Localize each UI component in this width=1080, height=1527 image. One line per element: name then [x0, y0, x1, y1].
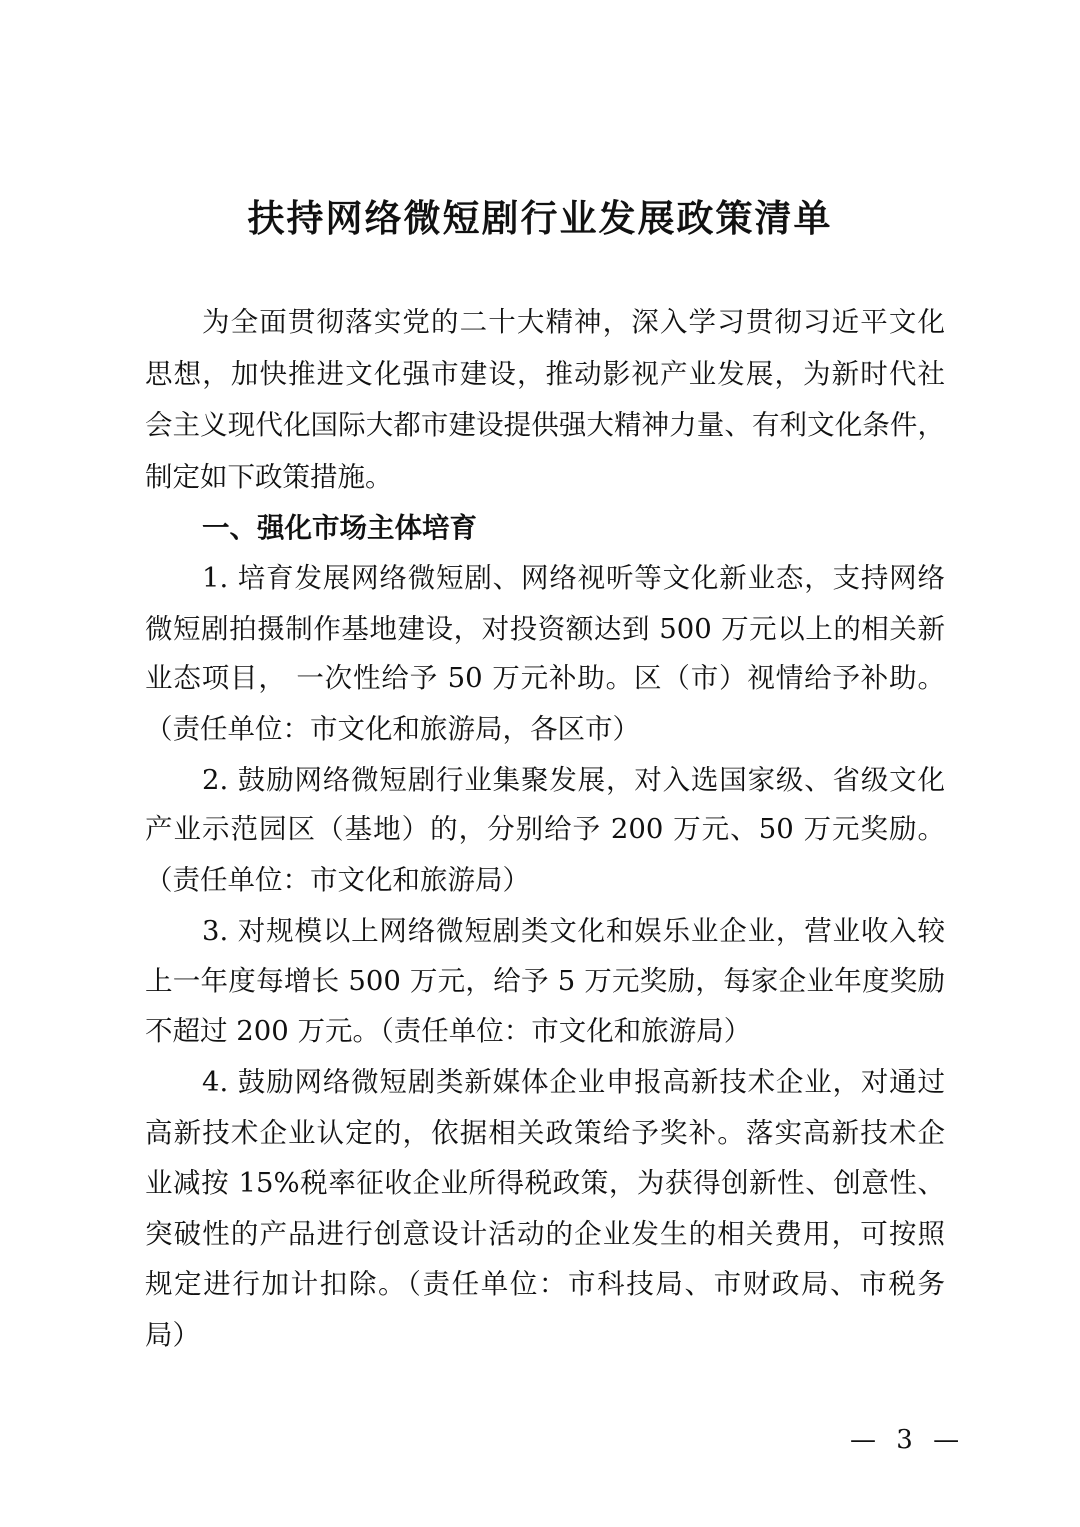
text-line: 2. 鼓励网络微短剧行业集聚发展，对入选国家级、省级文化 — [202, 764, 945, 796]
text-line: 规定进行加计扣除。（责任单位：市科技局、市财政局、市税务 — [145, 1268, 945, 1300]
text-line: （责任单位：市文化和旅游局，各区市） — [145, 713, 640, 745]
page-number: — 3 — — [850, 1425, 966, 1455]
text-line: 制定如下政策措施。 — [145, 461, 393, 493]
text-line: （责任单位：市文化和旅游局） — [145, 864, 530, 896]
text-line: 业态项目， 一次性给予 50 万元补助。区（市）视情给予补助。 — [145, 662, 945, 694]
text-line: 会主义现代化国际大都市建设提供强大精神力量、有利文化条件， — [145, 409, 945, 441]
text-line: 为全面贯彻落实党的二十大精神，深入学习贯彻习近平文化 — [202, 306, 945, 338]
text-line: 业减按 15%税率征收企业所得税政策，为获得创新性、创意性、 — [145, 1167, 945, 1199]
text-line: 突破性的产品进行创意设计活动的企业发生的相关费用，可按照 — [145, 1218, 945, 1250]
section-heading: 一、强化市场主体培育 — [202, 512, 477, 544]
text-line: 1. 培育发展网络微短剧、网络视听等文化新业态，支持网络 — [202, 562, 945, 594]
text-line: 产业示范园区（基地）的，分别给予 200 万元、50 万元奖励。 — [145, 813, 945, 845]
text-line: 上一年度每增长 500 万元，给予 5 万元奖励，每家企业年度奖励 — [145, 965, 945, 997]
text-line: 高新技术企业认定的，依据相关政策给予奖补。落实高新技术企 — [145, 1117, 945, 1149]
text-line: 局） — [145, 1319, 200, 1351]
document-title: 扶持网络微短剧行业发展政策清单 — [247, 196, 833, 240]
text-line: 微短剧拍摄制作基地建设，对投资额达到 500 万元以上的相关新 — [145, 613, 945, 645]
text-line: 4. 鼓励网络微短剧类新媒体企业申报高新技术企业，对通过 — [202, 1066, 945, 1098]
text-line: 3. 对规模以上网络微短剧类文化和娱乐业企业，营业收入较 — [202, 915, 945, 947]
text-line: 思想，加快推进文化强市建设，推动影视产业发展，为新时代社 — [145, 358, 945, 390]
text-line: 不超过 200 万元。（责任单位：市文化和旅游局） — [145, 1015, 752, 1047]
